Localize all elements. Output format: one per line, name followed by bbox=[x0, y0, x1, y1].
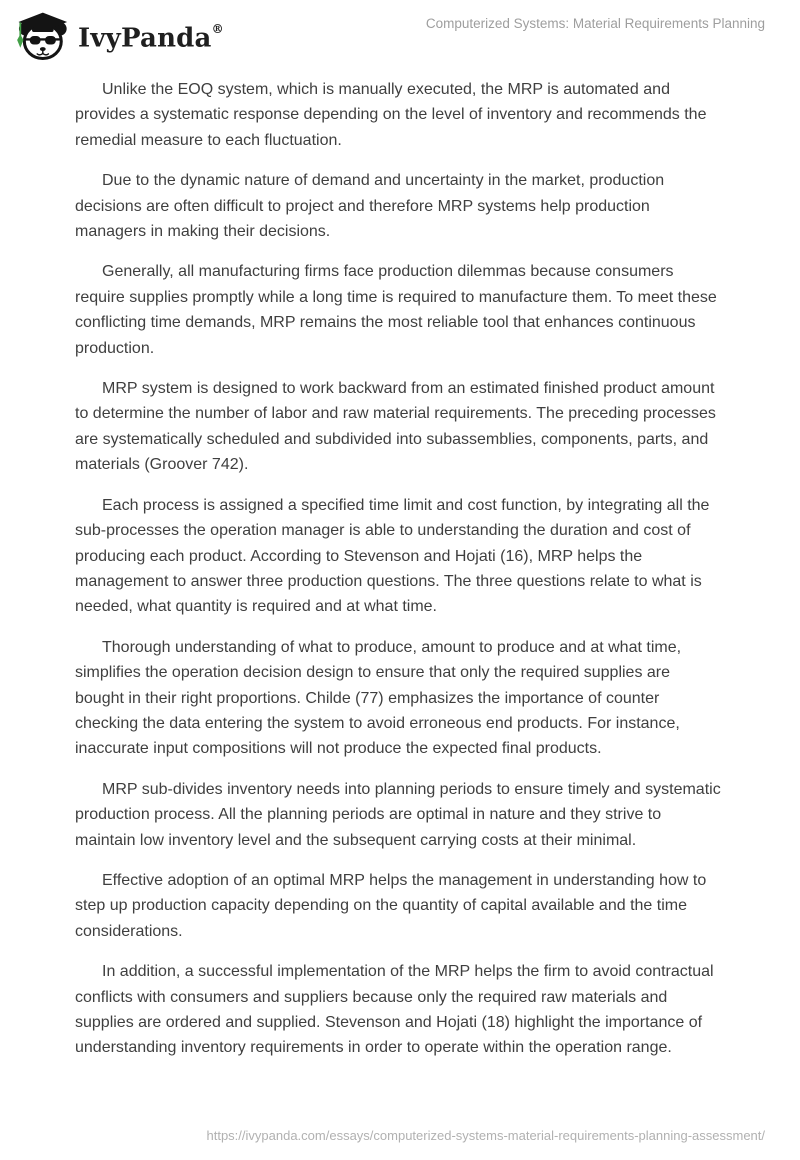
source-url: https://ivypanda.com/essays/computerized-systems-material-requirements-planning-assessment/ bbox=[206, 1128, 765, 1143]
panda-graduate-icon bbox=[14, 11, 68, 61]
ivypanda-logo[interactable] bbox=[14, 8, 224, 64]
essay-paragraph: Unlike the EOQ system, which is manually executed, the MRP is automated and provides a systematic response depending on the level of inventory and recommends the remedial measure to each fluctuation. bbox=[75, 81, 707, 149]
registered-mark: ® bbox=[211, 22, 224, 36]
brand-name: IvyPanda® bbox=[78, 22, 224, 54]
essay-content bbox=[75, 77, 723, 1061]
essay-paragraph: Generally, all manufacturing firms face production dilemmas because consumers require supplies promptly while a long time is required to manufacture them. To meet these conflicting time demands, MRP remains the most reliable tool that enhances continuous production. bbox=[75, 263, 717, 357]
essay-paragraph: MRP system is designed to work backward from an estimated finished product amount to determine the number of labor and raw material requirements. The preceding processes are systematically scheduled and subdivided into subassemblies, components, parts, and materials (Groover 742). bbox=[75, 380, 716, 474]
essay-paragraph: Thorough understanding of what to produce, amount to produce and at what time, simplifies the operation decision design to ensure that only the required supplies are bought in their right proportions. Childe (77) emphasizes the importance of counter checking the data entering the system to avoid erroneous end products. For instance, inaccurate input compositions will not produce the expected final products. bbox=[75, 638, 682, 758]
essay-paragraph: Due to the dynamic nature of demand and uncertainty in the market, production decisions are often difficult to project and therefore MRP systems help production managers in making their decisions. bbox=[75, 172, 665, 241]
essay-paragraph: MRP sub-divides inventory needs into planning periods to ensure timely and systematic production process. All the planning periods are optimal in nature and they strive to maintain low inventory level and the subsequent carrying costs at their minimal. bbox=[75, 780, 721, 849]
page-header bbox=[0, 0, 800, 58]
essay-paragraph: In addition, a successful implementation of the MRP helps the firm to avoid contractual conflicts with consumers and suppliers because only the required raw materials and supplies are ordered and supplied. Stevenson and Hojati (18) highlight the importance of understanding inventory requirements in order to operate within the operation range. bbox=[75, 963, 714, 1057]
document-title: Computerized Systems: Material Requirements Planning bbox=[425, 16, 765, 31]
essay-paragraph: Effective adoption of an optimal MRP helps the management in understanding how to step up production capacity depending on the quantity of capital available and the time considerations. bbox=[75, 871, 707, 940]
essay-paragraph: Each process is assigned a specified time limit and cost function, by integrating all the sub-processes the operation manager is able to understanding the duration and cost of producing each product. According to Stevenson and Hojati (16), MRP helps the management to answer three production questions. The three questions relate to what is needed, what quantity is required and at what time. bbox=[75, 496, 710, 616]
